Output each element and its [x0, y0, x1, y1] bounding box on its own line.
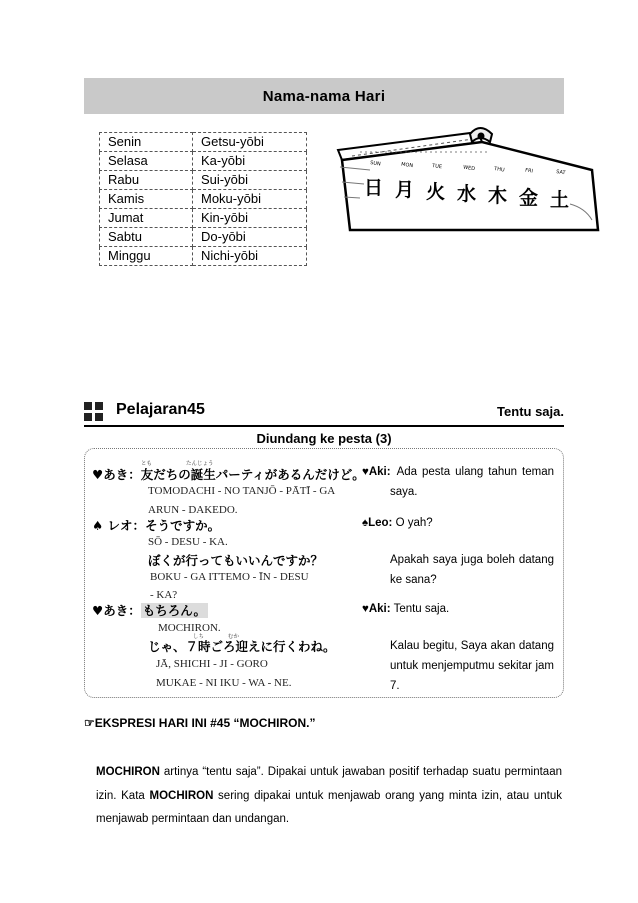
day-indonesian: Rabu: [100, 171, 193, 190]
calendar-kanji: 火: [426, 181, 446, 203]
day-japanese: Do-yōbi: [193, 228, 307, 247]
expression-tag: ☞EKSPRESI HARI INI #45 “MOCHIRON.”: [84, 716, 316, 730]
leo-id-text2a: Apakah saya juga boleh datang: [390, 554, 554, 566]
days-title: Nama-nama Hari: [262, 88, 386, 105]
calendar-kanji: 金: [519, 187, 539, 209]
calendar-kanji: 木: [488, 185, 508, 207]
section-squares-icon: [84, 402, 104, 422]
aki2-id-text2c: 7.: [390, 680, 400, 692]
days-table: [99, 132, 307, 266]
leo-speaker: ♠ レオ：: [92, 518, 146, 533]
leo-line1-romaji: SŌ - DESU - KA.: [148, 536, 228, 548]
leo-line2-romaji-2: - KA?: [150, 589, 178, 601]
aki-line1-romaji-2: ARUN - DAKEDO.: [148, 504, 238, 516]
aki-line3-jp: じゃ、７時ごろ迎えに行くわね。: [148, 639, 336, 654]
aki-id-text2: saya.: [390, 486, 418, 498]
calendar-illustration: [330, 112, 610, 242]
furigana-tanjou: たんじょう: [186, 461, 214, 467]
leo-id-text2b: ke sana?: [390, 574, 437, 586]
table-row: [100, 133, 307, 152]
leo-jp-text1: そうですか。: [145, 518, 221, 533]
aki2-id-speaker: ♥Aki:: [362, 603, 391, 615]
calendar-kanji: 水: [457, 183, 477, 205]
calendar-header-sat: SAT: [555, 169, 566, 177]
day-japanese: Sui-yōbi: [193, 171, 307, 190]
calendar-header-wed: WED: [462, 164, 476, 173]
aki-line2-jp: [92, 601, 208, 619]
day-indonesian: Senin: [100, 133, 193, 152]
day-indonesian: Selasa: [100, 152, 193, 171]
aki2-speaker: ♥あき：: [92, 603, 141, 618]
leo-id-text1: O yah?: [395, 517, 433, 529]
aki-id-text1: Ada pesta ulang tahun teman: [396, 466, 554, 478]
para-text-2: sering dipakai untuk menjawab orang yang minta izin, atau untuk menjawab permintaan dan undangan.: [96, 789, 562, 825]
day-japanese: Getsu-yōbi: [193, 133, 307, 152]
aki-line1-translation: [362, 462, 554, 502]
table-row: [100, 171, 307, 190]
furigana-mukae: むか: [228, 634, 240, 640]
aki2-id-text2b: untuk menjemputmu sekitar jam: [390, 660, 554, 672]
aki-speaker: ♥あき：: [92, 467, 141, 482]
day-japanese: Moku-yōbi: [193, 190, 307, 209]
expression-paragraph: [96, 761, 562, 832]
day-japanese: Ka-yōbi: [193, 152, 307, 171]
calendar-header-tue: TUE: [431, 163, 443, 171]
calendar-kanji: 土: [550, 189, 570, 211]
calendar-header-mon: MON: [400, 161, 414, 170]
lesson-right-title: Tentu saja.: [497, 404, 564, 419]
leo-line2-translation: [390, 550, 554, 590]
aki2-id-text2a: Kalau begitu, Saya akan datang: [390, 640, 554, 652]
lesson-title: Pelajaran45: [116, 401, 205, 418]
aki-line3-romaji-1: JĀ, SHICHI - JI - GORO: [156, 658, 268, 670]
lesson-subtitle: Diundang ke pesta (3): [256, 431, 392, 446]
para-keyword-2: MOCHIRON: [149, 789, 214, 802]
day-japanese: Nichi-yōbi: [193, 247, 307, 266]
day-indonesian: Kamis: [100, 190, 193, 209]
leo-line1-translation: [362, 513, 433, 533]
calendar-kanji: 日: [364, 177, 384, 199]
calendar-kanji: 月: [395, 179, 415, 201]
aki-jp-text: 友だちの誕生パーティがあるんだけど。: [140, 467, 365, 482]
aki2-jp-text1: もちろん。: [142, 603, 206, 618]
aki-line2-translation: [362, 599, 449, 619]
leo-line2-romaji-1: BOKU - GA ITTEMO - ĪN - DESU: [150, 571, 309, 583]
furigana-tomo: とも: [141, 461, 153, 467]
aki-id-speaker: ♥Aki:: [362, 466, 391, 478]
table-row: [100, 190, 307, 209]
section-rule: [84, 425, 564, 427]
table-row: [100, 247, 307, 266]
table-row: [100, 209, 307, 228]
table-row: [100, 152, 307, 171]
aki-line3-romaji-2: MUKAE - NI IKU - WA - NE.: [156, 677, 292, 689]
leo-line2-jp: ぼくが行ってもいいんですか？: [148, 553, 324, 568]
day-indonesian: Jumat: [100, 209, 193, 228]
aki-line1-romaji-1: TOMODACHI - NO TANJŌ - PĀTĪ - GA: [148, 485, 336, 497]
day-indonesian: Minggu: [100, 247, 193, 266]
calendar-header-thu: THU: [493, 166, 505, 174]
aki-line2-romaji: MOCHIRON.: [158, 622, 221, 634]
day-japanese: Kin-yōbi: [193, 209, 307, 228]
aki2-id-text1: Tentu saja.: [393, 603, 450, 615]
para-text-1: artinya “tentu saja”. Dipakai untuk jawaban positif terhadap suatu permintaan izin. Kata: [96, 766, 562, 802]
aki-line3-translation: [390, 636, 554, 696]
para-keyword-1: MOCHIRON: [96, 766, 160, 778]
calendar-header-fri: FRI: [524, 167, 534, 175]
table-row: [100, 228, 307, 247]
furigana-shichi: しち: [193, 634, 205, 640]
calendar-header-sun: SUN: [369, 160, 382, 168]
day-indonesian: Sabtu: [100, 228, 193, 247]
leo-id-speaker: ♠Leo:: [362, 517, 393, 529]
